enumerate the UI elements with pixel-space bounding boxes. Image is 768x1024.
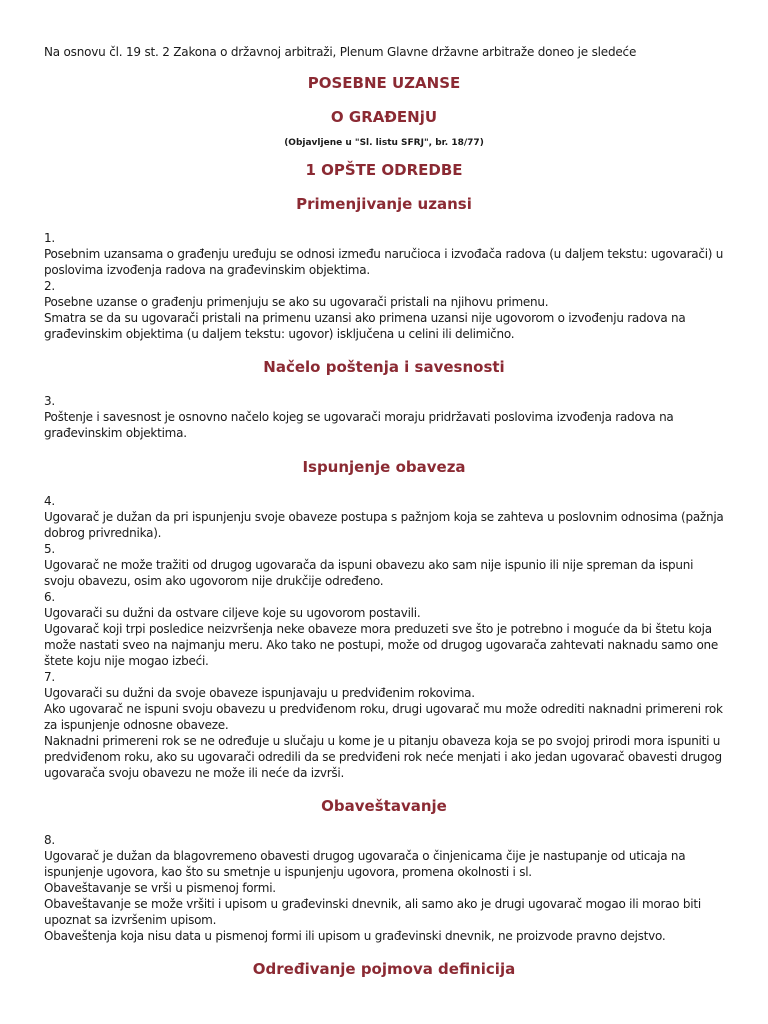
article-number: 8. — [44, 833, 55, 847]
article-number: 2. — [44, 279, 55, 293]
section-heading: Određivanje pojmova definicija — [252, 960, 516, 978]
article-number: 1. — [44, 231, 55, 245]
article-number: 4. — [44, 494, 55, 508]
paragraph: Smatra se da su ugovarači pristali na primenu uzansi ako primena uzansi nije ugovorom o izvođenju radova na građevinskim objektima (u daljem tekstu: ugovor) isključena u celini ili delimično. — [44, 311, 686, 341]
chapter-heading: 1 OPŠTE ODREDBE — [305, 161, 463, 179]
paragraph: Posebne uzanse o građenju primenjuju se ako su ugovarači pristali na njihovu primenu. — [44, 295, 549, 309]
article-number: 6. — [44, 590, 55, 604]
paragraph: Ugovarač koji trpi posledice neizvršenja neke obaveze mora preduzeti sve što je potrebno i moguće da bi štetu koja može nastati sveo na najmanju meru. Ako tako ne postupi, može od drugog ugovarača zahtevati naknadu samo one štete koju nije mogao izbeći. — [44, 622, 719, 668]
article-number: 3. — [44, 394, 55, 408]
section-heading: Načelo poštenja i savesnosti — [263, 358, 505, 376]
paragraph: Ako ugovarač ne ispuni svoju obavezu u predviđenom roku, drugi ugovarač mu može odrediti naknadni primereni rok za ispunjenje odnosne obaveze. — [44, 702, 723, 732]
section-body — [44, 393, 724, 441]
paragraph: Ugovarač je dužan da blagovremeno obavesti drugog ugovarača o činjenicama čije je nastupanje od uticaja na ispunjenje ugovora, kao što su smetnje u ispunjenju ugovora, promena okolnosti i sl. — [44, 849, 686, 879]
publication-note: (Objavljene u "Sl. listu SFRJ", br. 18/77) — [284, 138, 484, 148]
section-heading: Primenjivanje uzansi — [296, 195, 472, 213]
paragraph: Ugovarač je dužan da pri ispunjenju svoje obaveze postupa s pažnjom koja se zahteva u poslovnim odnosima (pažnja dobrog privrednika). — [44, 510, 724, 540]
paragraph: Ugovarač ne može tražiti od drugog ugovarača da ispuni obavezu ako sam nije ispunio ili nije spreman da ispuni svoju obavezu, osim ako ugovorom nije drukčije određeno. — [44, 558, 694, 588]
section-heading: Ispunjenje obaveza — [302, 458, 466, 476]
article-number: 7. — [44, 670, 55, 684]
article-number: 5. — [44, 542, 55, 556]
document-subtitle: O GRAĐENjU — [330, 108, 438, 126]
section-body — [44, 832, 724, 944]
paragraph: Posebnim uzansama o građenju uređuju se odnosi između naručioca i izvođača radova (u daljem tekstu: ugovarači) u poslovima izvođenja radova na građevinskim objektima. — [44, 247, 724, 277]
section-body — [44, 230, 724, 342]
paragraph: Naknadni primereni rok se ne određuje u slučaju u kome je u pitanju obaveza koja se po svojoj prirodi mora ispuniti u predviđenom roku, ako su ugovarači odredili da se predviđeni rok neće menjati i ako jedan ugovarač obavesti drugog ugovarača svoju obavezu ne može ili neće da izvrši. — [44, 734, 722, 780]
intro-text: Na osnovu čl. 19 st. 2 Zakona o državnoj arbitraži, Plenum Glavne državne arbitraže doneo je sledeće — [44, 45, 637, 59]
paragraph: Ugovarači su dužni da svoje obaveze ispunjavaju u predviđenim rokovima. — [44, 686, 475, 700]
section-body — [44, 493, 724, 781]
paragraph: Poštenje i savesnost je osnovno načelo kojeg se ugovarači moraju pridržavati poslovima izvođenja radova na građevinskim objektima. — [44, 410, 674, 440]
paragraph: Obaveštavanje se može vršiti i upisom u građevinski dnevnik, ali samo ako je drugi ugovarač mogao ili morao biti upoznat sa izvršenim upisom. — [44, 897, 701, 927]
paragraph: Ugovarači su dužni da ostvare ciljeve koje su ugovorom postavili. — [44, 606, 421, 620]
section-heading: Obaveštavanje — [321, 797, 447, 815]
document-title: POSEBNE UZANSE — [307, 74, 461, 92]
paragraph: Obaveštavanje se vrši u pismenoj formi. — [44, 881, 276, 895]
paragraph: Obaveštenja koja nisu data u pismenoj formi ili upisom u građevinski dnevnik, ne proizvode pravno dejstvo. — [44, 929, 666, 943]
